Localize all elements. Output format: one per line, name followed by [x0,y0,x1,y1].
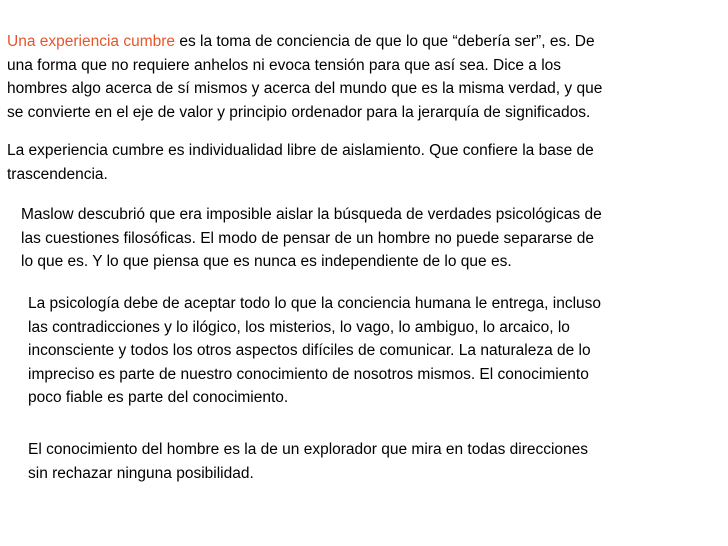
paragraph-line: las contradicciones y lo ilógico, los misterios, lo vago, lo ambiguo, lo arcaico, lo [28,318,570,336]
paragraph-line: sin rechazar ninguna posibilidad. [28,464,254,482]
paragraph-line: La experiencia cumbre es individualidad libre de aislamiento. Que confiere la base de [7,142,594,159]
paragraph-line: las cuestiones filosóficas. El modo de pensar de un hombre no puede separarse de [21,229,594,247]
paragraph-line: trascendencia. [7,165,108,183]
paragraph-psychology [28,292,718,410]
paragraph-line: Maslow descubrió que era imposible aislar la búsqueda de verdades psicológicas de [21,206,602,223]
paragraph-explorer [28,438,718,485]
paragraph-line-text: es la toma de conciencia de que lo que “debería ser”, es. De [175,33,595,50]
paragraph-line: El conocimiento del hombre es la de un explorador que mira en todas direcciones [28,441,589,458]
paragraph-line: se convierte en el eje de valor y principio ordenador para la jerarquía de significados. [7,103,591,121]
paragraph-individuality [7,139,722,186]
paragraph-line: poco fiable es parte del conocimiento. [28,389,289,406]
paragraph-peak-experience [7,30,722,124]
paragraph-line: impreciso es parte de nuestro conocimiento de nosotros mismos. El conocimiento [28,365,589,383]
paragraph-line: hombres algo acerca de sí mismos y acerca del mundo que es la misma verdad, y que [7,80,603,97]
paragraph-line: lo que es. Y lo que piensa que es nunca es independiente de lo que es. [21,253,512,270]
paragraph-line: inconsciente y todos los otros aspectos difíciles de comunicar. La naturaleza de lo [28,342,591,359]
paragraph-line: una forma que no requiere anhelos ni evoca tensión para que así sea. Dice a los [7,56,562,74]
paragraph-maslow [21,203,721,274]
paragraph-line: La psicología debe de aceptar todo lo que la conciencia humana le entrega, incluso [28,295,602,312]
highlighted-term: Una experiencia cumbre [7,33,176,50]
paragraph-line [7,30,722,54]
